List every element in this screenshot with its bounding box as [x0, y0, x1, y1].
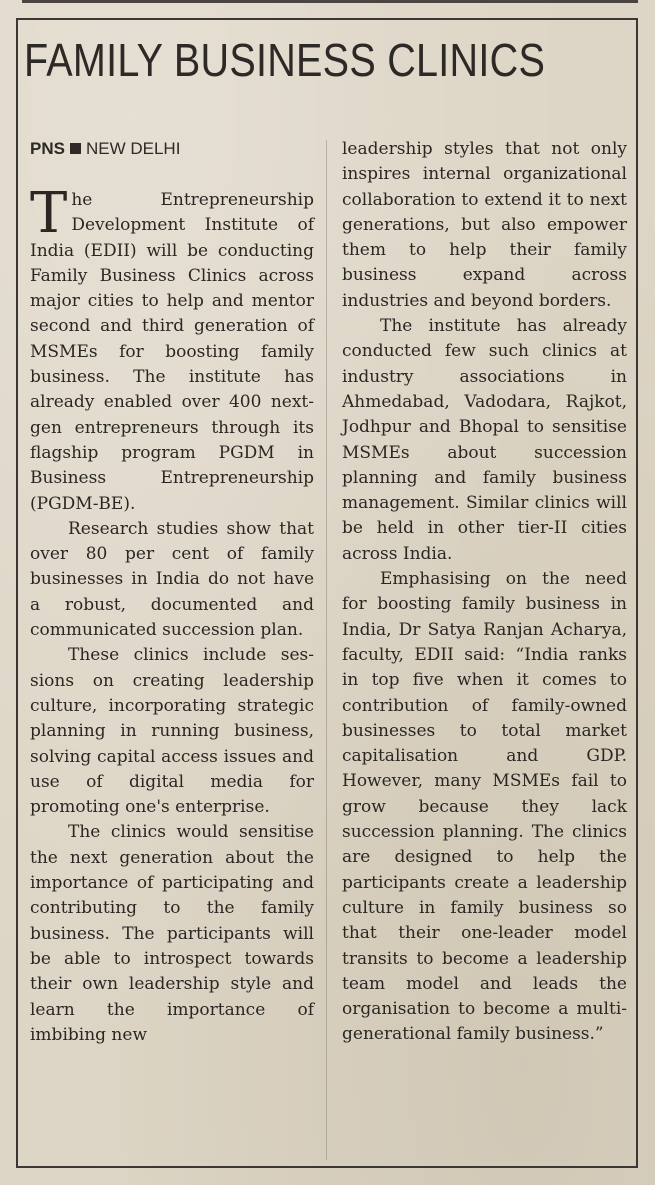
dateline-location: NEW DELHI [85, 139, 181, 158]
square-bullet-icon [70, 143, 81, 154]
paragraph-text: he Entrepreneurship Development Institute of India (EDII) will be conducting Family Business Clinics across major cities to help and mentor second and third generation of MSMEs for boosting family business. The institute has already enabled over 400 next-gen entrepreneurs through its flagship program PGDM in Business Entrepreneurship (PGDM-BE). [30, 190, 314, 514]
headline: FAMILY BUSINESS CLINICS [24, 34, 546, 86]
article-paragraph: leadership styles that not only inspires internal organizational collaboration to extend it to next generations, but also empower them to help their family business expand across industries and beyond borders. [342, 139, 627, 311]
column-divider [326, 140, 327, 1160]
dateline-agency: PNS [30, 139, 65, 158]
article-column-left [30, 181, 314, 1048]
top-rule [22, 0, 638, 3]
article-paragraph: The institute has already conducted few such clinics at industry associations in Ahmedabad, Vadodara, Rajkot, Jodhpur and Bhopal to sensitise MSMEs about succession planning and family business management. Similar clinics will be held in other tier-II cities across India. [342, 316, 627, 564]
article-column-right [342, 137, 627, 1048]
article-paragraph: Research studies show that over 80 per cent of family businesses in India do not have a robust, documented and communicated succession plan. [30, 518, 314, 641]
dateline [30, 138, 180, 160]
article-paragraph: These clinics include sessions on creating leadership culture, incorporating strategic planning in running business, solving capital access issues and use of digital media for promoting one's enterprise. [30, 645, 314, 818]
article-paragraph [30, 181, 314, 517]
article-paragraph: Emphasising on the need for boosting family business in India, Dr Satya Ranjan Acharya, faculty, EDII said: “India ranks in top five when it comes to contribution of family-owned businesses to total market capitalisation and GDP. However, many MSMEs fail to grow because they lack succession planning. The clinics are designed to help the participants create a leadership culture in family business so that their one-leader model transits to become a leadership team model and leads the organisation to become a multigenerational family business.” [342, 569, 627, 1045]
drop-cap: T [30, 181, 68, 246]
article-paragraph: The clinics would sensitise the next generation about the importance of participating and contributing to the family business. The participants will be able to introspect towards their own leadership style and learn the importance of imbibing new [30, 822, 314, 1045]
